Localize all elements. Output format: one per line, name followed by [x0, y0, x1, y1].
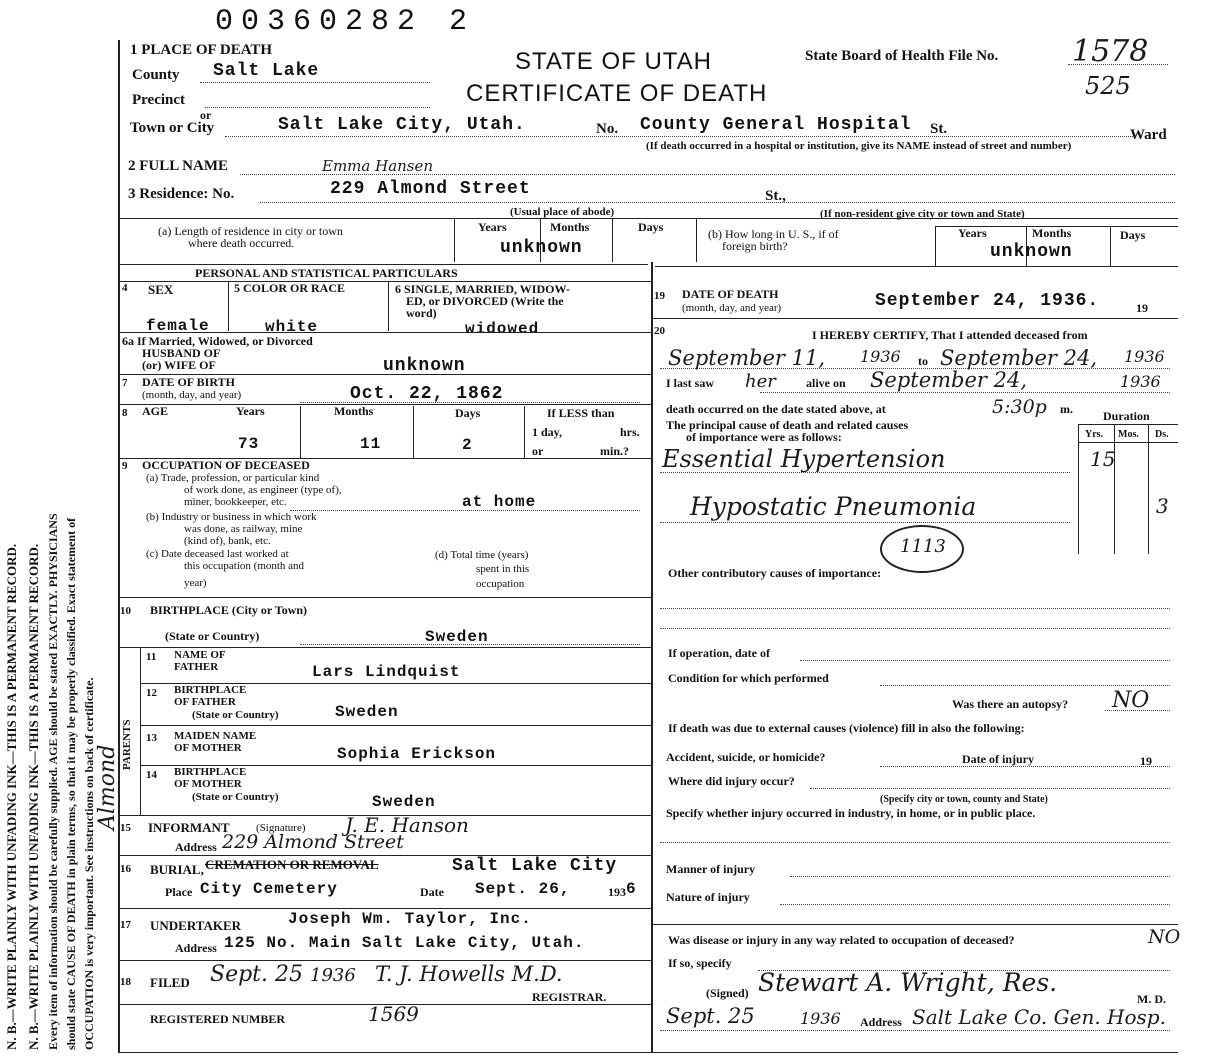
or-label: or — [200, 108, 212, 122]
margin-note-3: Every item of information should be carefully supplied. AGE should be stated EXACTLY. PHYSICIANS — [46, 513, 60, 1050]
dod-note: (month, day, and year) — [682, 302, 782, 314]
dob-label: DATE OF BIRTH — [142, 375, 235, 389]
margin-handwriting: Almond — [95, 744, 120, 830]
filed-year: 1936 — [310, 965, 356, 986]
mother-label-b: OF MOTHER — [174, 742, 242, 754]
attended-to-label: to — [918, 354, 928, 368]
attended-from-year: 1936 — [860, 347, 901, 366]
condition-line — [880, 685, 1170, 686]
rule — [118, 908, 651, 909]
less-label-d: or — [532, 444, 544, 458]
rule — [651, 262, 653, 1052]
rule — [1148, 424, 1149, 554]
marital-label-a: 6 SINGLE, MARRIED, WIDOW- — [395, 282, 571, 296]
father-bp-c: (State or Country) — [192, 709, 279, 721]
us-label-b: foreign birth? — [722, 239, 788, 253]
rule — [140, 647, 141, 815]
father-bp-a: BIRTHPLACE — [174, 684, 247, 696]
age-months-label: Months — [334, 404, 374, 418]
physician-address: Salt Lake Co. Gen. Hosp. — [912, 1005, 1166, 1029]
time-m-label: m. — [1060, 402, 1073, 416]
field-number: 19 — [654, 290, 665, 302]
town-line — [225, 136, 1135, 137]
rule — [1078, 424, 1178, 425]
occ-a3: miner, bookkeeper, etc. — [184, 496, 287, 508]
occ-related-value: NO — [1148, 926, 1181, 948]
age-days-value: 2 — [462, 436, 473, 454]
less-label-b: 1 day, — [532, 425, 563, 439]
cause-2: Hypostatic Pneumonia — [690, 492, 977, 521]
contrib-line-2 — [660, 628, 1170, 629]
document-number: 00360282 2 — [215, 5, 476, 39]
field-number: 18 — [120, 976, 131, 988]
color-value: white — [265, 318, 319, 336]
last-saw-b: her — [745, 371, 776, 392]
town-label: Town or City — [130, 120, 215, 136]
father-label-a: NAME OF — [174, 649, 226, 661]
occ-label: OCCUPATION OF DECEASED — [142, 458, 310, 472]
personal-heading: PERSONAL AND STATISTICAL PARTICULARS — [195, 266, 458, 280]
rule — [118, 218, 1178, 219]
spouse-label-c: (or) WIFE OF — [142, 358, 216, 372]
rule — [612, 218, 613, 262]
last-saw-a: I last saw — [666, 376, 715, 390]
father-bp-b: OF FATHER — [174, 696, 236, 708]
us-value: unknown — [990, 242, 1073, 262]
parents-label: PARENTS — [121, 719, 133, 770]
nature-line — [780, 904, 1170, 905]
town-value: Salt Lake City, Utah. — [278, 115, 526, 135]
informant-signature: J. E. Hanson — [345, 813, 469, 837]
field-number: 15 — [120, 822, 131, 834]
dob-note: (month, day, and year) — [142, 389, 242, 401]
cause-2-days: 3 — [1156, 494, 1169, 518]
father-bp-value: Sweden — [335, 703, 399, 721]
md-label: M. D. — [1137, 992, 1166, 1006]
accident-label: Accident, suicide, or homicide? — [666, 750, 826, 764]
accident-line — [880, 766, 1170, 767]
mos-header: Mos. — [1118, 429, 1139, 440]
condition-label: Condition for which performed — [668, 671, 829, 685]
rule — [413, 406, 414, 458]
marital-label-b: ED, or DIVORCED (Write the — [406, 294, 564, 308]
us-years-label: Years — [958, 226, 987, 240]
county-label: County — [132, 67, 180, 83]
rule — [1114, 424, 1115, 554]
burial-date-label: Date — [420, 885, 444, 899]
occ-c2: this occupation (month and — [184, 560, 305, 572]
physician-address-line — [660, 1030, 1170, 1031]
undertaker-address-label: Address — [175, 941, 217, 955]
occ-d1: (d) Total time (years) — [435, 549, 529, 561]
mother-bp-b: OF MOTHER — [174, 778, 242, 790]
dob-line — [300, 402, 640, 403]
file-number-line — [1068, 64, 1168, 65]
mother-bp-a: BIRTHPLACE — [174, 766, 247, 778]
informant-label: INFORMANT — [148, 820, 230, 835]
death-time: 5:30p — [992, 396, 1047, 418]
marital-value: widowed — [465, 320, 540, 338]
frame-left — [118, 40, 120, 1052]
last-saw-date: September 24, — [870, 368, 1028, 392]
cause-1: Essential Hypertension — [662, 445, 946, 473]
manner-label: Manner of injury — [666, 862, 756, 876]
cause-code: 1113 — [900, 536, 946, 557]
dob-value: Oct. 22, 1862 — [350, 384, 504, 404]
father-label-b: FATHER — [174, 661, 219, 673]
registrar-label: REGISTRAR. — [532, 990, 607, 1004]
informant-address: 229 Almond Street — [222, 831, 404, 853]
burial-city: Salt Lake City — [452, 856, 618, 876]
age-years-label: Years — [236, 404, 265, 418]
us-months-label: Months — [1032, 226, 1072, 240]
birthplace-label: BIRTHPLACE (City or Town) — [150, 603, 308, 617]
rule — [651, 924, 1178, 925]
residence-line — [260, 202, 1175, 203]
abode-note: (Usual place of abode) — [510, 206, 615, 218]
principal-a: The principal cause of death and related causes — [666, 418, 909, 432]
birthplace-line — [300, 644, 640, 645]
operation-label: If operation, date of — [668, 646, 770, 660]
full-name-label: 2 FULL NAME — [128, 158, 229, 174]
rule — [118, 332, 651, 333]
less-label-e: min.? — [600, 444, 630, 458]
rule — [118, 960, 651, 961]
burial-place: City Cemetery — [200, 880, 338, 898]
rule — [1110, 226, 1111, 266]
field-number: 11 — [146, 651, 157, 663]
injury-date-label: Date of injury — [962, 752, 1034, 766]
operation-line — [800, 660, 1170, 661]
dod-label: DATE OF DEATH — [682, 287, 779, 301]
physician-address-label: Address — [860, 1015, 902, 1029]
file-label: State Board of Health File No. — [805, 48, 999, 64]
occ-b2: was done, as railway, mine — [184, 523, 303, 535]
rule — [935, 226, 936, 266]
nature-label: Nature of injury — [666, 890, 750, 904]
cause-2-line — [660, 522, 1070, 523]
spouse-label-a: 6a If Married, Widowed, or Divorced — [122, 334, 313, 348]
age-days-label: Days — [455, 406, 481, 420]
marital-label-c: word) — [406, 306, 437, 320]
full-name-line — [240, 174, 1175, 175]
color-label: 5 COLOR OR RACE — [234, 281, 346, 295]
rule — [118, 404, 651, 405]
length-label-b: where death occurred. — [188, 236, 295, 250]
occ-b3: (kind of), bank, etc. — [184, 535, 271, 547]
file-number: 1578 — [1072, 34, 1149, 69]
burial-label: BURIAL, — [150, 862, 204, 877]
ds-header: Ds. — [1155, 429, 1169, 440]
autopsy-value: NO — [1112, 688, 1150, 713]
mother-label-a: MAIDEN NAME — [174, 730, 257, 742]
duration-label: Duration — [1103, 409, 1150, 423]
rule — [696, 218, 697, 262]
specify-line — [660, 842, 1170, 843]
rule — [388, 281, 389, 331]
last-saw-line — [760, 392, 1170, 393]
nonres-note: (If non-resident give city or town and State) — [820, 208, 1025, 220]
rule — [1078, 424, 1079, 554]
physician-signature: Stewart A. Wright, Res. — [758, 968, 1058, 997]
length-years-label: Years — [478, 220, 507, 234]
birthplace-value: Sweden — [425, 628, 489, 646]
father-value: Lars Lindquist — [312, 663, 461, 681]
precinct-label: Precinct — [132, 92, 186, 108]
county-line — [200, 82, 430, 83]
us-days-label: Days — [1120, 228, 1146, 242]
rule — [524, 406, 525, 458]
signed-year: 1936 — [800, 1009, 841, 1028]
yrs-header: Yrs. — [1085, 429, 1104, 440]
field-number: 17 — [120, 919, 131, 931]
residence-st-label: St., — [765, 188, 786, 204]
mother-bp-value: Sweden — [372, 793, 436, 811]
if-so-label: If so, specify — [668, 956, 732, 970]
last-saw-c: alive on — [806, 376, 846, 390]
signed-date: Sept. 25 — [666, 1004, 755, 1028]
age-years-value: 73 — [238, 435, 260, 453]
field-number: 7 — [122, 377, 128, 389]
field-number: 12 — [146, 687, 157, 699]
sex-value: female — [146, 317, 210, 335]
external-label: If death was due to external causes (violence) fill in also the following: — [668, 721, 1025, 735]
field-number: 9 — [122, 460, 128, 472]
age-label: AGE — [142, 404, 169, 418]
birthplace-state-label: (State or Country) — [165, 629, 260, 643]
precinct-line — [205, 107, 430, 108]
sex-label: SEX — [148, 282, 174, 297]
burial-place-label: Place — [165, 885, 193, 899]
margin-note-1: N. B.—WRITE PLAINLY WITH UNFADING INK—THIS IS A PERMANENT RECORD. — [4, 543, 19, 1050]
full-name-value: Emma Hansen — [322, 157, 434, 175]
principal-b: of importance were as follows: — [686, 430, 842, 444]
burial-struck: CREMATION OR REMOVAL — [205, 857, 379, 872]
signed-label: (Signed) — [706, 986, 749, 1000]
certificate-title: CERTIFICATE OF DEATH — [466, 80, 768, 107]
occ-d3: occupation — [476, 578, 525, 590]
age-months-value: 11 — [360, 435, 382, 453]
rule — [651, 318, 1178, 319]
burial-year-digit: 6 — [626, 880, 637, 898]
occ-a2: of work done, as engineer (type of), — [184, 484, 342, 496]
rule — [118, 647, 651, 648]
residence-value: 229 Almond Street — [330, 179, 531, 199]
where-note: (Specify city or town, county and State) — [880, 794, 1048, 805]
no-label: No. — [596, 121, 619, 137]
length-label-a: (a) Length of residence in city or town — [158, 224, 343, 238]
rule — [228, 281, 229, 331]
less-label-a: If LESS than — [547, 406, 615, 420]
manner-line — [790, 876, 1170, 877]
cause-1-years: 15 — [1090, 447, 1116, 471]
registrar-signature: T. J. Howells M.D. — [375, 962, 563, 986]
residence-label: 3 Residence: No. — [128, 186, 235, 202]
attended-to: September 24, — [940, 346, 1098, 370]
last-saw-year: 1936 — [1120, 372, 1161, 391]
occ-value: at home — [462, 493, 537, 511]
undertaker-address: 125 No. Main Salt Lake City, Utah. — [224, 934, 585, 952]
place-of-death-heading: 1 PLACE OF DEATH — [130, 42, 273, 58]
informant-sig-label: (Signature) — [256, 822, 306, 834]
field-number: 20 — [654, 325, 665, 337]
rule — [118, 281, 651, 282]
occ-b1: (b) Industry or business in which work — [146, 511, 317, 523]
burial-date: Sept. 26, — [475, 880, 571, 898]
undertaker-label: UNDERTAKER — [150, 918, 242, 933]
us-label-a: (b) How long in U. S., if of — [708, 227, 839, 241]
frame-bottom — [118, 1052, 1178, 1053]
where-label: Where did injury occur? — [668, 774, 795, 788]
field-number: 14 — [146, 769, 157, 781]
less-label-c: hrs. — [620, 425, 640, 439]
informant-address-label: Address — [175, 840, 217, 854]
cause-1-line — [660, 472, 1070, 473]
margin-note-2: N. B.—WRITE PLAINLY WITH UNFADING INK—THIS IS A PERMANENT RECORD. — [26, 543, 41, 1050]
occ-c1: (c) Date deceased last worked at — [146, 548, 289, 560]
attended-from: September 11, — [668, 346, 826, 370]
rule — [118, 264, 648, 265]
mother-bp-c: (State or Country) — [192, 791, 279, 803]
rule — [655, 266, 1178, 267]
state-title: STATE OF UTAH — [515, 48, 712, 75]
rule — [1078, 442, 1178, 443]
contrib-label: Other contributory causes of importance: — [668, 566, 882, 580]
length-days-label: Days — [638, 220, 664, 234]
spouse-value: unknown — [383, 356, 466, 376]
hospital-note: (If death occurred in a hospital or institution, give its NAME instead of street and number) — [646, 140, 1072, 152]
county-value: Salt Lake — [213, 61, 320, 81]
contrib-line — [660, 608, 1170, 609]
field-number: 4 — [122, 282, 128, 294]
field-number: 8 — [122, 407, 128, 419]
rule — [118, 597, 651, 598]
length-months-label: Months — [550, 220, 590, 234]
occ-line — [290, 510, 640, 511]
occurred-text: death occurred on the date stated above, at — [666, 402, 886, 416]
undertaker-value: Joseph Wm. Taylor, Inc. — [288, 910, 532, 928]
ward-label: Ward — [1130, 127, 1167, 143]
field-number: 16 — [120, 863, 131, 875]
certify-text: I HEREBY CERTIFY, That I attended deceased from — [812, 328, 1088, 342]
occ-related-label: Was disease or injury in any way related to occupation of deceased? — [668, 933, 1015, 947]
attended-to-year: 1936 — [1124, 347, 1165, 366]
length-value: unknown — [500, 238, 583, 258]
rule — [300, 406, 301, 458]
filed-label: FILED — [150, 975, 190, 990]
specify-label: Specify whether injury occurred in industry, in home, or in public place. — [666, 806, 1036, 820]
autopsy-label: Was there an autopsy? — [952, 697, 1069, 711]
where-line — [810, 788, 1170, 789]
mother-value: Sophia Erickson — [337, 745, 497, 763]
field-number: 13 — [146, 732, 157, 744]
file-number-2: 525 — [1085, 72, 1131, 100]
occ-d2: spent in this — [476, 563, 530, 575]
hospital-value: County General Hospital — [640, 115, 912, 135]
occ-a1: (a) Trade, profession, or particular kind — [146, 472, 320, 484]
regnum-value: 1569 — [368, 1002, 419, 1026]
dod-value: September 24, 1936. — [875, 291, 1100, 311]
dod-suffix: 19 — [1136, 301, 1148, 315]
rule — [140, 725, 651, 726]
st-label: St. — [930, 121, 948, 137]
field-number: 10 — [120, 605, 131, 617]
margin-note-5: OCCUPATION is very important. See instructions on back of certificate. — [82, 677, 96, 1050]
filed-date: Sept. 25 — [210, 962, 303, 987]
autopsy-line — [1105, 710, 1170, 711]
regnum-label: REGISTERED NUMBER — [150, 1012, 286, 1026]
occ-c3: year) — [184, 577, 207, 589]
spouse-label-b: HUSBAND OF — [142, 346, 221, 360]
margin-note-4: should state CAUSE OF DEATH in plain terms, so that it may be properly classified. Exact statement of — [64, 517, 78, 1050]
rule — [454, 218, 455, 262]
injury-year-label: 19 — [1140, 754, 1152, 768]
burial-year-prefix: 193 — [608, 885, 626, 899]
